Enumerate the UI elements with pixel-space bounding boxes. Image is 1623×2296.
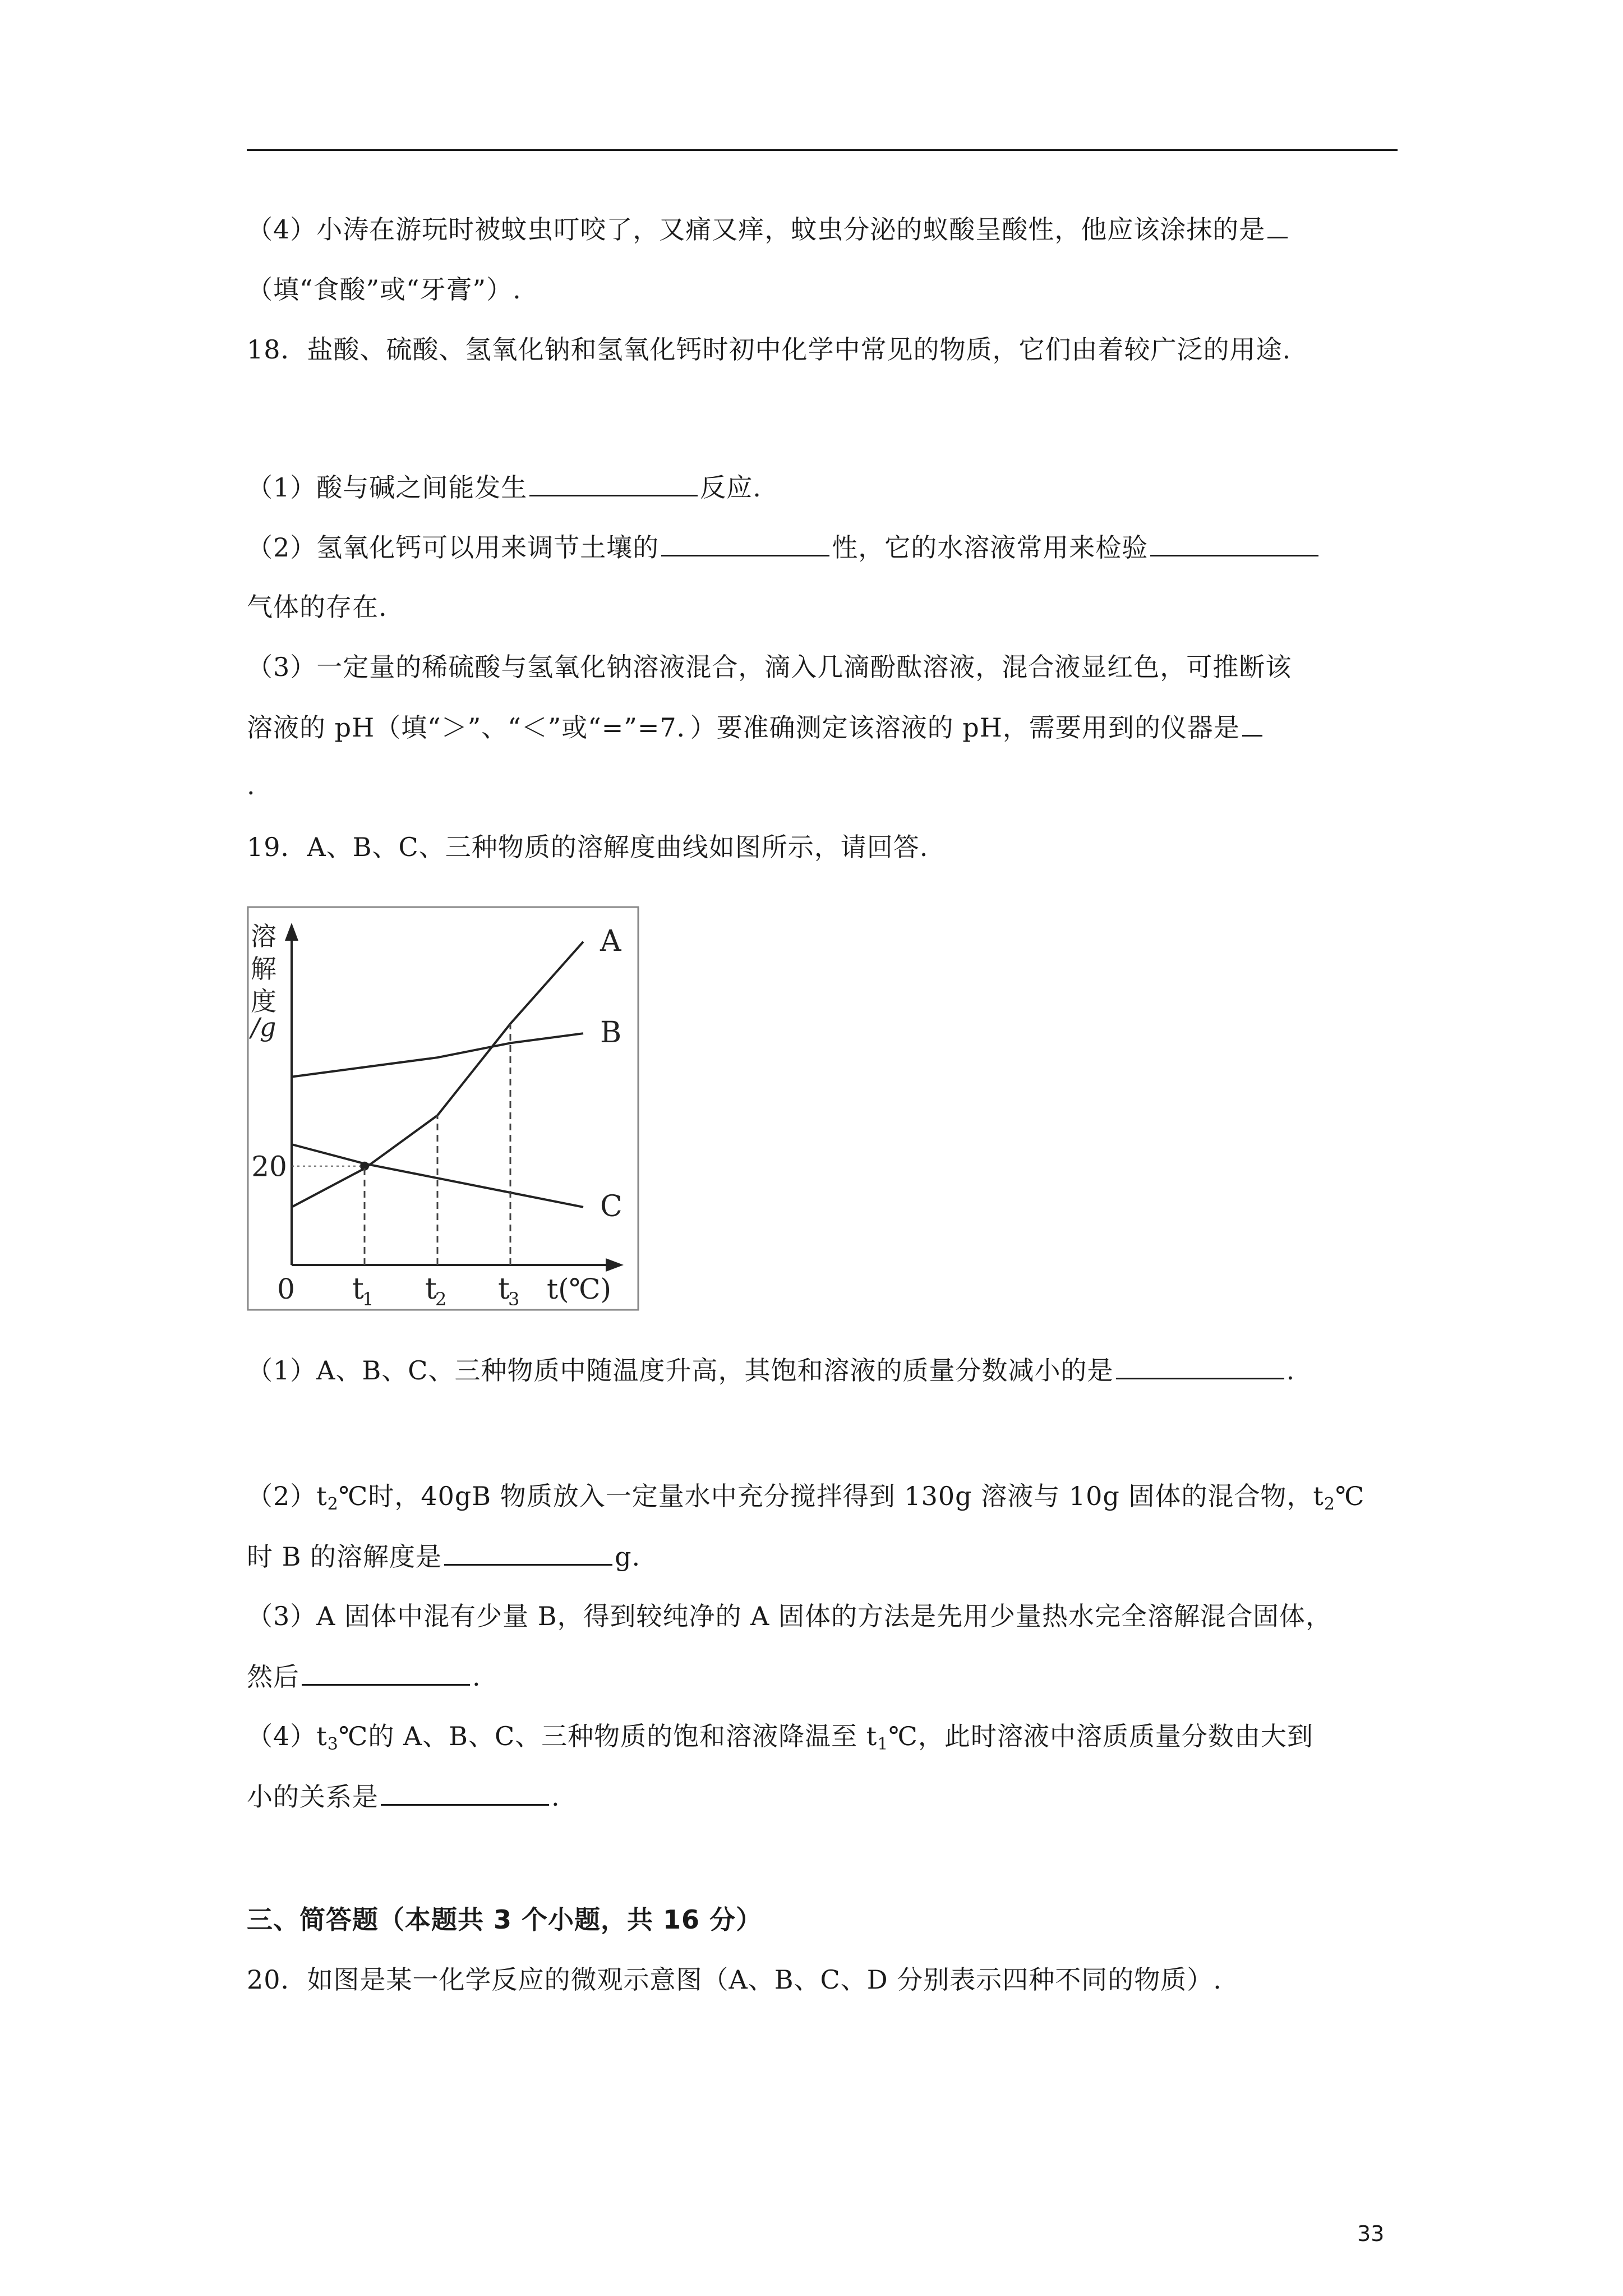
solubility-chart-svg — [247, 906, 639, 1311]
q20-stem — [247, 1963, 1222, 1996]
q18-part1-text: （1）酸与碱之间能发生 — [247, 472, 528, 503]
q19-part2-tail: g. — [615, 1542, 641, 1572]
q19-part3-text-2: 然后 — [247, 1662, 299, 1692]
series-b-line — [292, 1033, 583, 1076]
subscript: 2 — [327, 1494, 339, 1514]
q18-part3-text-2: 溶液的 pH（填“＞”、“＜”或“=”=7．）要准确测定该溶液的 pH，需要用到的仪器是 — [247, 712, 1240, 743]
y-axis-label-unit: /g — [251, 1012, 276, 1042]
q18-part1 — [247, 470, 762, 504]
q19-part2-text: ℃时，40gB 物质放入一定量水中充分搅拌得到 130g 溶液与 10g 固体的混合物，t — [338, 1481, 1324, 1511]
x-tick-subscript: 3 — [508, 1289, 520, 1310]
q18-part3 — [247, 650, 1292, 684]
q18-part2-text: （2）氢氧化钙可以用来调节土壤的 — [247, 532, 660, 563]
q20-stem-text: 20．如图是某一化学反应的微观示意图（A、B、C、D 分别表示四种不同的物质）. — [247, 1964, 1222, 1995]
q19-part2 — [247, 1479, 1364, 1521]
q18-stem — [247, 333, 1291, 366]
q17-4-text-2: （填“食酸”或“牙膏”）. — [247, 274, 522, 305]
q18-part2-cont — [247, 590, 388, 624]
q17-4-text: （4）小涛在游玩时被蚊虫叮咬了，又痛又痒，蚊虫分泌的蚁酸呈酸性，他应该涂抹的是 — [247, 214, 1266, 245]
q19-part4-prefix: （4）t — [247, 1721, 328, 1751]
q17-4-line2 — [247, 273, 522, 306]
q19-part1 — [247, 1353, 1295, 1387]
y-axis-label-char: 溶 — [251, 921, 276, 951]
x-axis-label: t(℃) — [547, 1273, 612, 1305]
q19-part4-text: ℃的 A、B、C、三种物质的饱和溶液降温至 t — [338, 1721, 878, 1751]
q19-stem-text: 19．A、B、C、三种物质的溶解度曲线如图所示，请回答. — [247, 832, 929, 862]
q19-part1-tail: . — [1286, 1355, 1295, 1386]
x-tick-label: t — [425, 1272, 437, 1306]
q19-part4-cont — [247, 1779, 560, 1814]
x-tick-subscript: 1 — [362, 1289, 374, 1310]
series-c-line — [292, 1144, 583, 1207]
x-tick-subscript: 2 — [435, 1289, 447, 1310]
q18-part3-cont — [247, 710, 1265, 744]
q19-stem — [247, 830, 928, 864]
q18-part2-mid: 性，它的水溶液常用来检验 — [832, 532, 1149, 563]
q19-part3 — [247, 1599, 1332, 1633]
series-a-line — [292, 942, 583, 1207]
x-tick-label: t — [498, 1272, 510, 1306]
q18-part2 — [247, 530, 1321, 564]
section3-heading-text: 三、简答题（本题共 3 个小题，共 16 分） — [247, 1904, 763, 1935]
answer-blank[interactable] — [1242, 710, 1262, 737]
subscript: 3 — [327, 1734, 339, 1754]
answer-blank[interactable] — [381, 1779, 549, 1806]
solubility-chart — [247, 906, 639, 1311]
y-tick-label: 20 — [251, 1150, 287, 1183]
series-b-label: B — [600, 1016, 622, 1050]
subscript: 1 — [877, 1734, 889, 1754]
q18-stem-text: 18．盐酸、硫酸、氢氧化钠和氢氧化钙时初中化学中常见的物质，它们由着较广泛的用途. — [247, 334, 1292, 365]
page-number: 33 — [1357, 2221, 1385, 2246]
x-tick-label: t — [352, 1272, 364, 1306]
q19-part4-text-3: 小的关系是 — [247, 1782, 379, 1812]
q17-4-line1 — [247, 212, 1290, 246]
q19-part2-unit: ℃ — [1335, 1481, 1365, 1511]
q18-part3-text: （3）一定量的稀硫酸与氢氧化钠溶液混合，滴入几滴酚酞溶液，混合液显红色，可推断该 — [247, 652, 1292, 682]
x-axis-arrow — [606, 1258, 624, 1272]
q18-part2-tail: 气体的存在. — [247, 592, 388, 622]
q19-part4-tail: . — [551, 1782, 560, 1812]
series-c-label: C — [600, 1189, 623, 1223]
section3-heading — [247, 1903, 762, 1936]
answer-blank[interactable] — [1116, 1353, 1284, 1379]
answer-blank[interactable] — [1267, 212, 1288, 238]
subscript: 2 — [1324, 1494, 1336, 1514]
answer-blank[interactable] — [529, 470, 698, 496]
q19-part2-cont — [247, 1539, 640, 1573]
header-rule — [247, 149, 1398, 151]
answer-blank[interactable] — [444, 1539, 612, 1566]
series-a-label: A — [600, 924, 621, 958]
q19-part3-cont — [247, 1659, 481, 1694]
q18-part1-tail: 反应. — [700, 472, 762, 503]
answer-blank[interactable] — [661, 530, 829, 556]
x-tick-label: 0 — [277, 1273, 295, 1305]
y-axis-arrow — [285, 923, 298, 941]
q19-part3-text: （3）A 固体中混有少量 B，得到较纯净的 A 固体的方法是先用少量热水完全溶解混合固体， — [247, 1601, 1332, 1631]
q19-part1-text: （1）A、B、C、三种物质中随温度升高，其饱和溶液的质量分数减小的是 — [247, 1355, 1114, 1386]
q19-part2-text-2: 时 B 的溶解度是 — [247, 1542, 442, 1572]
q19-part2-prefix: （2）t — [247, 1481, 328, 1511]
q18-part3-tail: . — [247, 770, 256, 800]
q19-part4-text-2: ℃，此时溶液中溶质质量分数由大到 — [888, 1721, 1313, 1751]
q18-part3-end — [247, 769, 256, 802]
q19-part4 — [247, 1719, 1313, 1761]
y-axis-label-char: 解 — [251, 954, 276, 984]
q19-part3-tail: . — [472, 1662, 481, 1692]
answer-blank[interactable] — [302, 1659, 470, 1686]
y-axis-label-char: 度 — [251, 986, 276, 1016]
answer-blank[interactable] — [1150, 530, 1318, 556]
